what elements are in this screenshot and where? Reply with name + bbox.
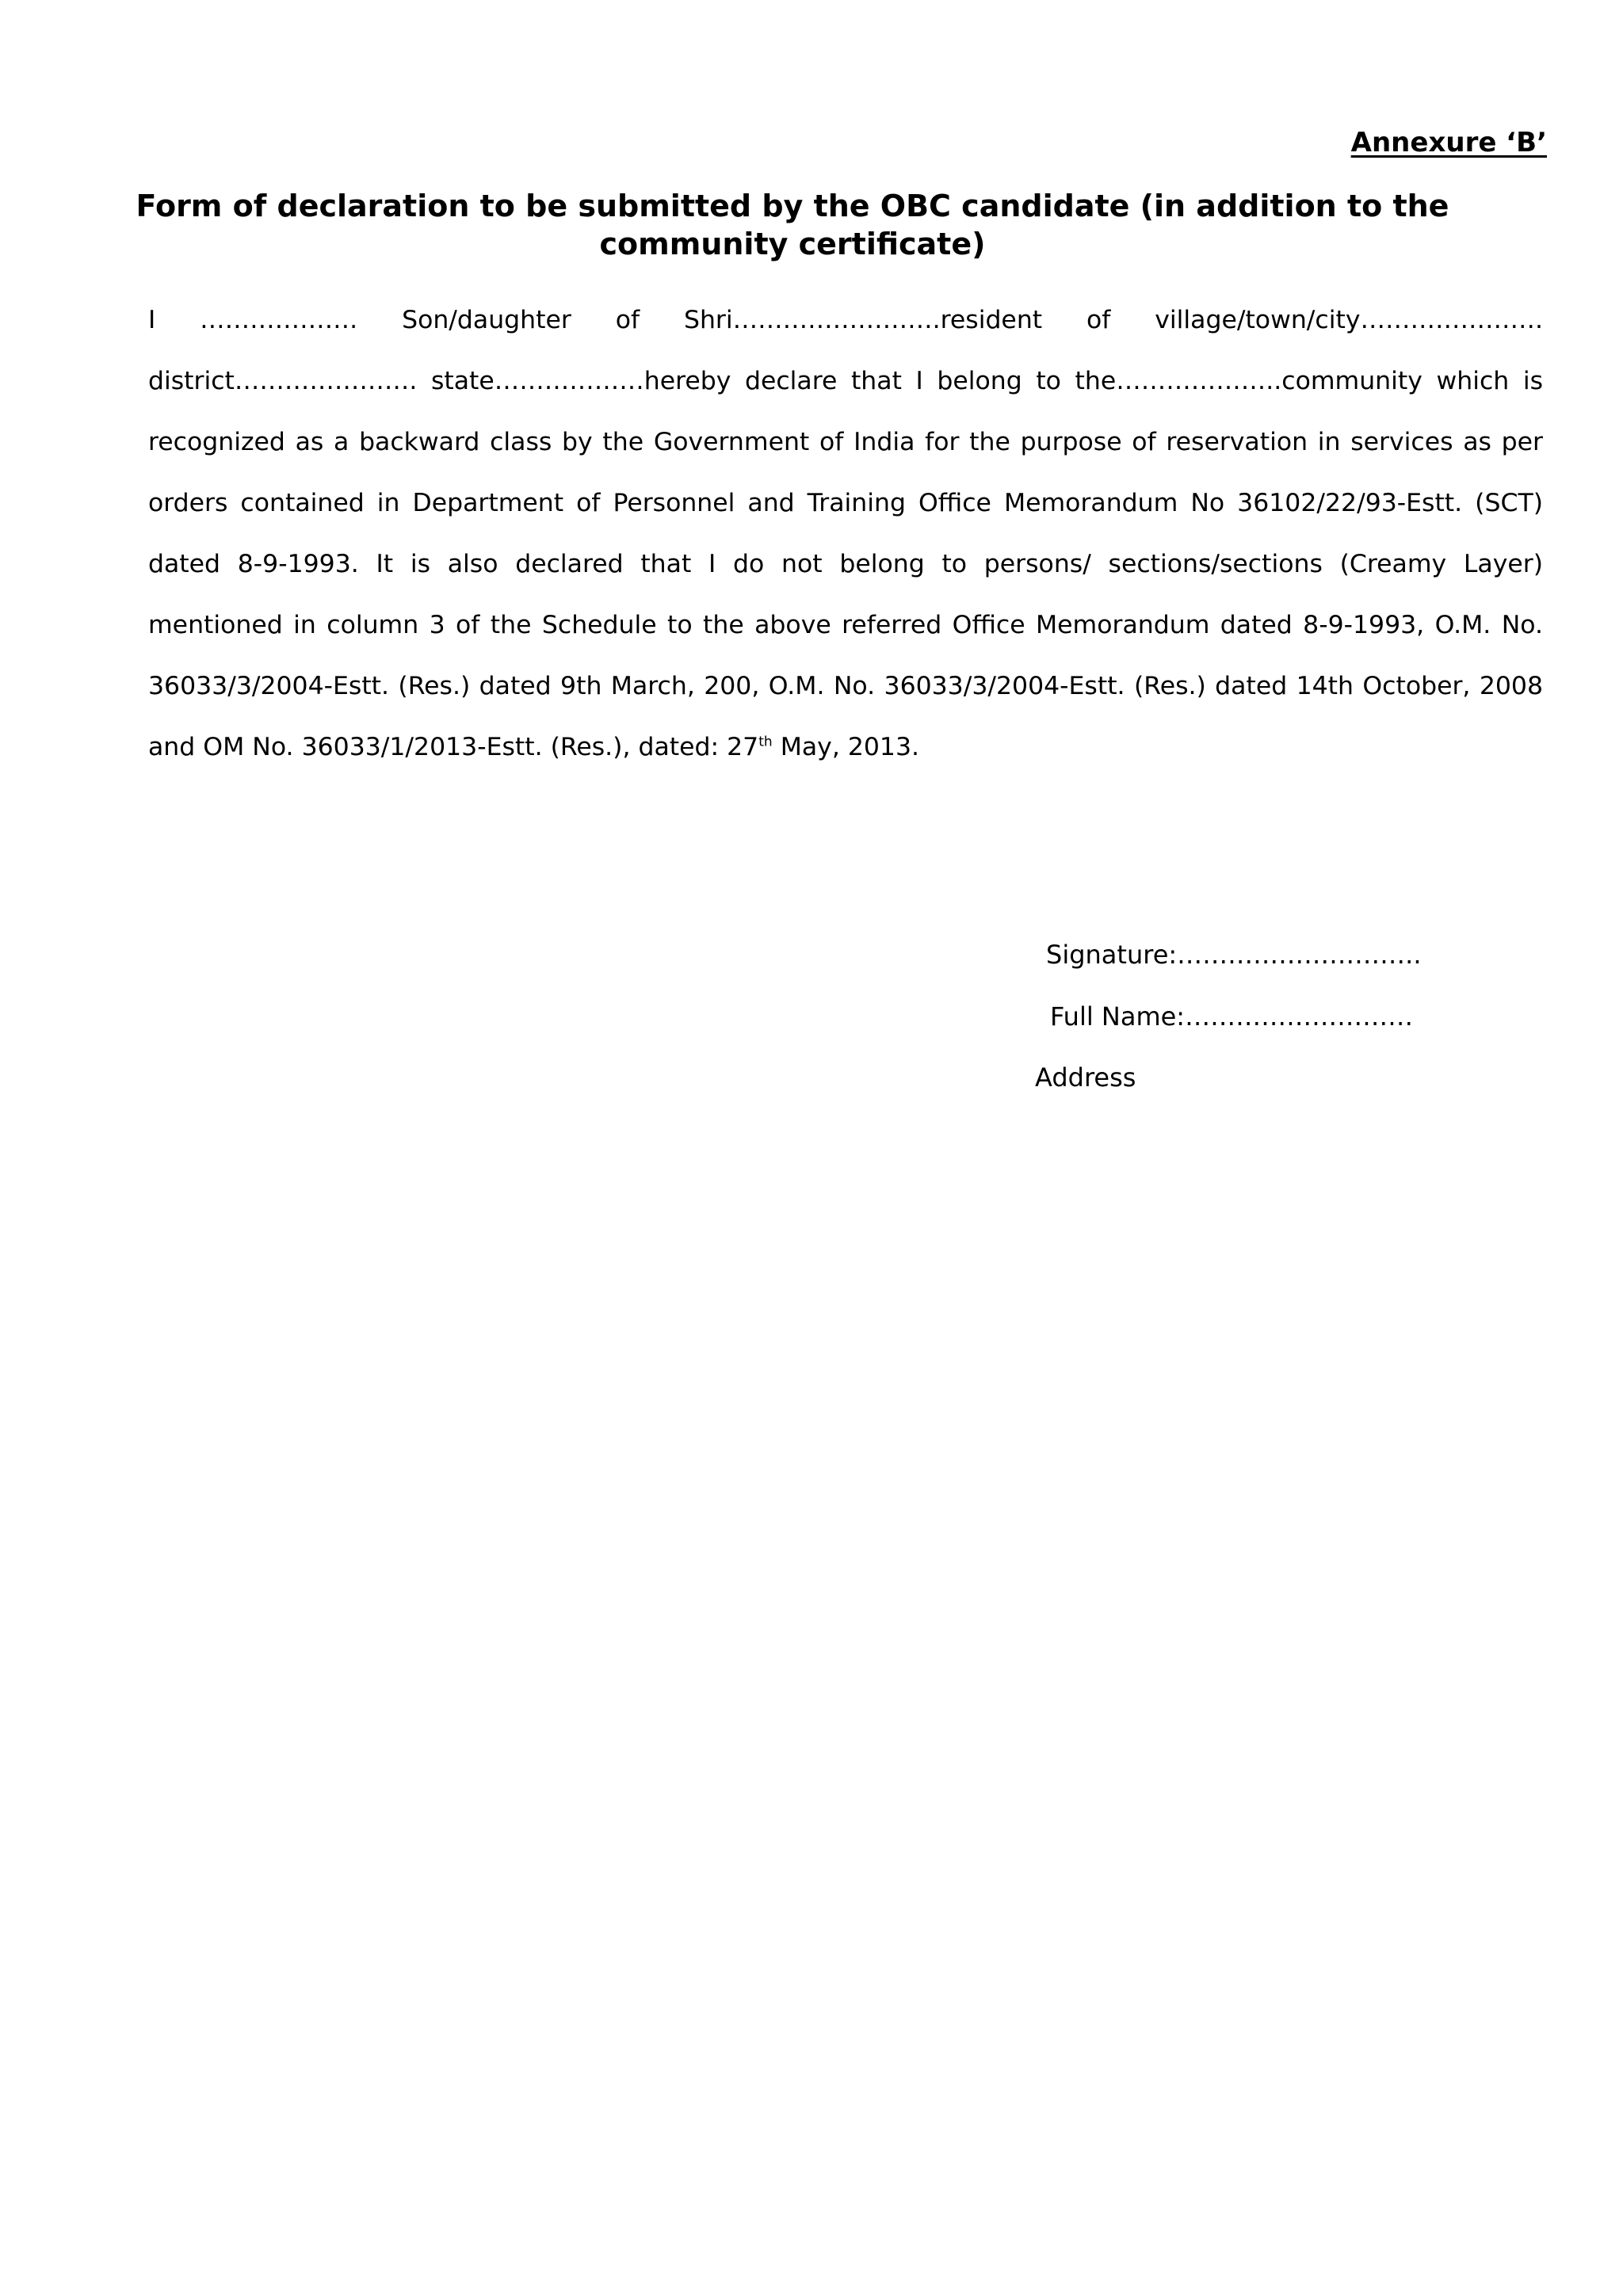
declaration-text: I ………………. Son/daughter of Shri…………………….resident of village/town/city…………………. district…………………. state………………hereby declare that I belong to the………………..community which is recognized as a backward class by the Government of India for the purpose of reservation in services as per orders contained in Department of Personnel and Training Office Memorandum No 36102/22/93-Estt. (SCT) dated 8-9-1993. It is also declared that I do not belong to persons/ sections/sections (Creamy Layer) mentioned in column 3 of the Schedule to the above referred Office Memorandum dated 8-9-1993, O.M. No. 36033/3/2004-Estt. (Res.) dated 9th March, 200, O.M. No. 36033/3/2004-Estt. (Res.) dated 14th October, 2008 and OM No. 36033/1/2013-Estt. (Res.), dated: 27 <box>148 306 1543 761</box>
date-ordinal-suffix: th <box>758 734 773 750</box>
form-title: Form of declaration to be submitted by the OBC candidate (in addition to the community certificate) <box>136 189 1449 261</box>
declaration-text-end: May, 2013. <box>772 733 920 761</box>
address-field: Address <box>1035 1062 1136 1093</box>
full-name-field: Full Name:……………………… <box>1050 1001 1414 1032</box>
declaration-paragraph <box>148 290 1543 778</box>
signature-field: Signature:……………………….. <box>1046 940 1422 970</box>
annexure-label: Annexure ‘B’ <box>1350 127 1547 158</box>
